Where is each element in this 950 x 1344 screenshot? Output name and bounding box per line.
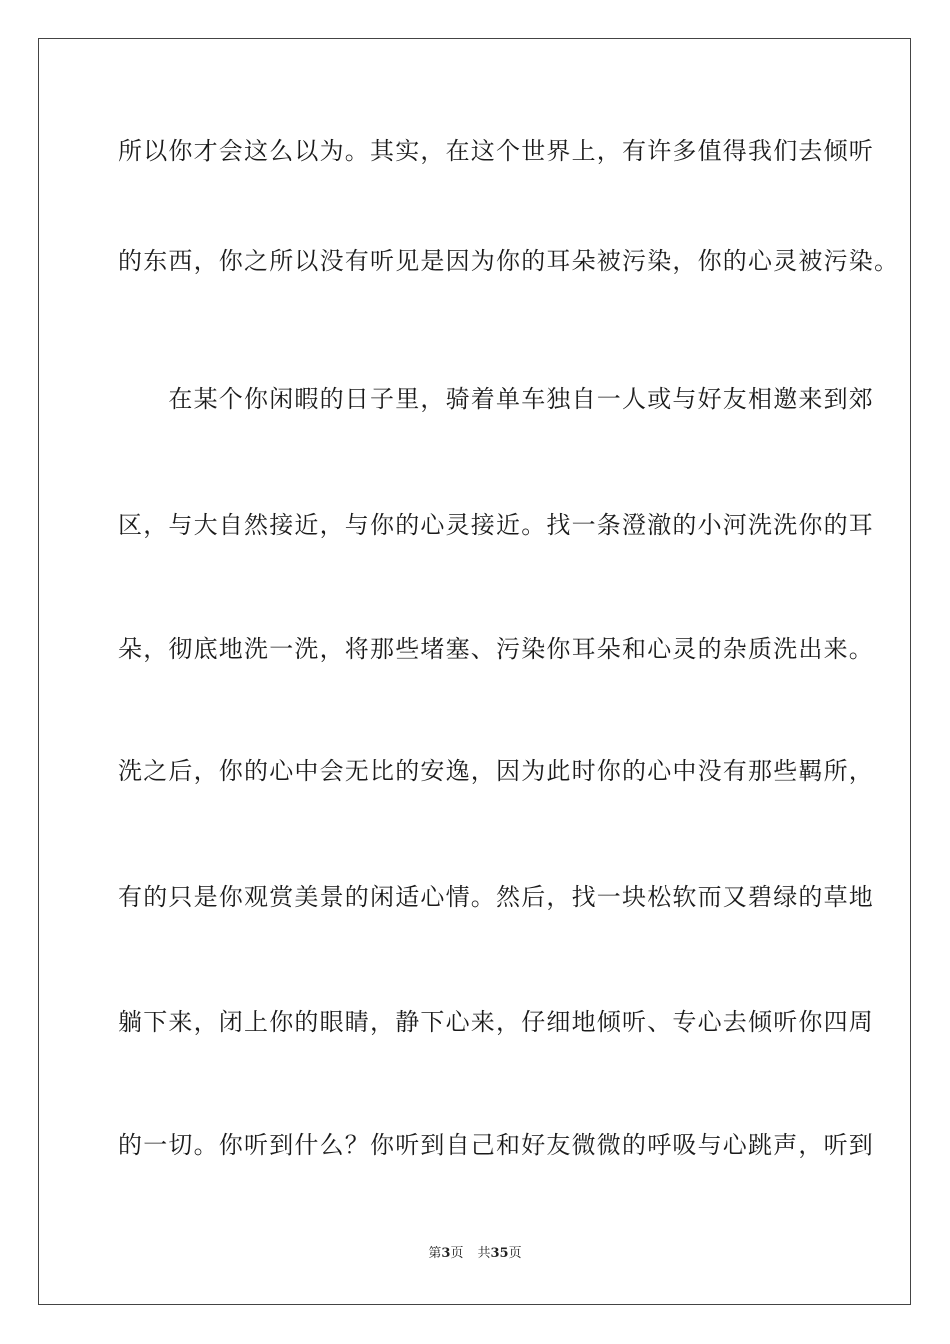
footer-total-suffix: 页 bbox=[508, 1246, 522, 1261]
footer-page-prefix: 第 bbox=[428, 1246, 442, 1261]
text-line-7: 有的只是你观赏美景的闲适心情。然后，找一块松软而又碧绿的草地 bbox=[118, 883, 874, 911]
text-line-4: 区，与大自然接近，与你的心灵接近。找一条澄澈的小河洗洗你的耳 bbox=[118, 511, 874, 539]
footer-page-suffix: 页 bbox=[450, 1246, 464, 1261]
page-footer bbox=[0, 1246, 950, 1262]
text-line-6: 洗之后，你的心中会无比的安逸，因为此时你的心中没有那些羁所， bbox=[118, 757, 874, 785]
text-line-1: 所以你才会这么以为。其实，在这个世界上，有许多值得我们去倾听 bbox=[118, 137, 874, 165]
footer-total-pages: 35 bbox=[490, 1246, 509, 1261]
footer-total-prefix: 共 bbox=[477, 1246, 491, 1261]
page-border bbox=[38, 38, 911, 1305]
text-line-5: 朵，彻底地洗一洗，将那些堵塞、污染你耳朵和心灵的杂质洗出来。 bbox=[118, 635, 874, 663]
text-line-3: 在某个你闲暇的日子里，骑着单车独自一人或与好友相邀来到郊 bbox=[118, 385, 874, 413]
footer-page-number: 3 bbox=[441, 1246, 451, 1261]
text-line-9: 的一切。你听到什么？你听到自己和好友微微的呼吸与心跳声，听到 bbox=[118, 1131, 874, 1159]
text-line-2: 的东西，你之所以没有听见是因为你的耳朵被污染，你的心灵被污染。 bbox=[118, 247, 900, 275]
text-line-8: 躺下来，闭上你的眼睛，静下心来，仔细地倾听、专心去倾听你四周 bbox=[118, 1008, 874, 1036]
